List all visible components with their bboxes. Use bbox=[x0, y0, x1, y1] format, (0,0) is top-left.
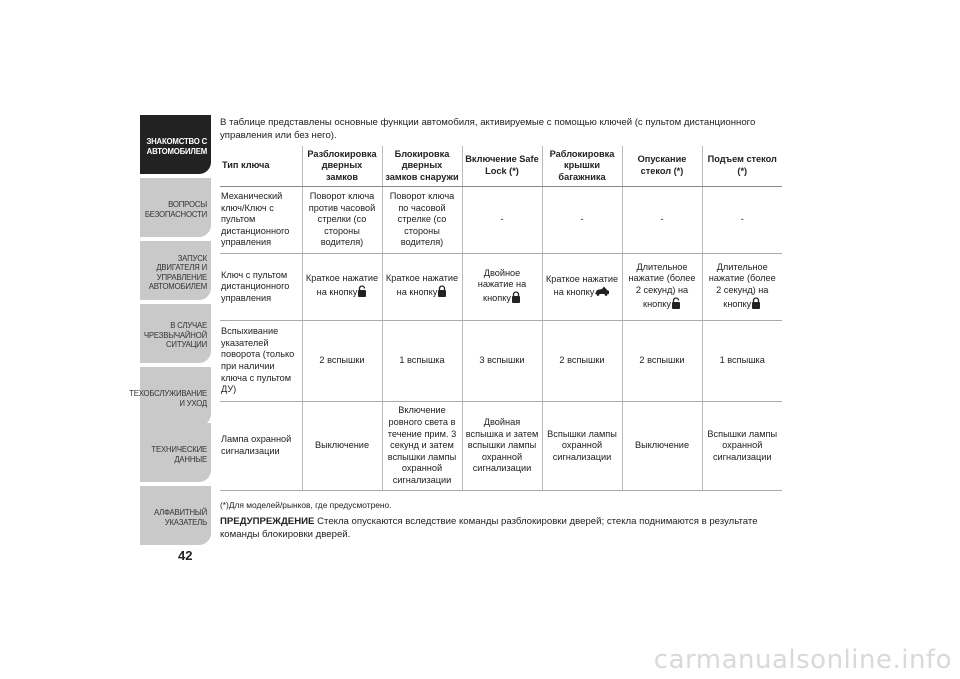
table-cell bbox=[462, 187, 542, 254]
column-header: Разблокировка дверных замков bbox=[302, 146, 382, 187]
cell-text: - bbox=[500, 214, 504, 225]
column-header: Включение Safe Lock (*) bbox=[462, 146, 542, 187]
tab-label: В СЛУЧАЕ ЧРЕЗВЫЧАЙНОЙ СИТУАЦИИ bbox=[143, 321, 207, 350]
tab-label: ТЕХОБСЛУЖИВАНИЕ И УХОД bbox=[129, 389, 207, 408]
warning-note bbox=[220, 516, 782, 541]
table-cell bbox=[542, 254, 622, 321]
unlock-icon bbox=[671, 297, 681, 313]
cell-text: 1 вспышка bbox=[399, 355, 445, 366]
table-cell bbox=[382, 187, 462, 254]
table-row bbox=[220, 402, 782, 491]
footnote: (*)Для моделей/рынков, где предусмотрено. bbox=[220, 500, 392, 510]
cell-text: Краткое нажатие на кнопку bbox=[545, 274, 619, 298]
tab-label: ТЕХНИЧЕСКИЕ ДАННЫЕ bbox=[151, 445, 207, 464]
cell-text: 2 вспышки bbox=[319, 355, 365, 366]
table-cell bbox=[622, 402, 702, 491]
cell-text: Длительное нажатие (более 2 секунд) на кнопку bbox=[708, 261, 776, 309]
unlock-icon bbox=[357, 285, 367, 301]
table-cell bbox=[702, 254, 782, 321]
tab-introduction[interactable] bbox=[140, 115, 211, 174]
table-cell bbox=[462, 254, 542, 321]
table-cell bbox=[542, 321, 622, 402]
table-cell bbox=[302, 402, 382, 491]
table-cell bbox=[462, 402, 542, 491]
key-functions-table bbox=[220, 146, 782, 491]
table-cell bbox=[382, 402, 462, 491]
cell-text: Двойная вспышка и затем вспышки лампы охранной сигнализации bbox=[465, 417, 539, 474]
cell-text: Выключение bbox=[314, 440, 370, 451]
table-row bbox=[220, 254, 782, 321]
table-cell bbox=[622, 321, 702, 402]
table-cell bbox=[462, 321, 542, 402]
car-trunk-icon bbox=[594, 286, 610, 300]
tab-label: АЛФАВИТНЫЙ УКАЗАТЕЛЬ bbox=[153, 508, 207, 527]
cell-text: - bbox=[740, 214, 744, 225]
row-key-type: Механический ключ/Ключ с пультом дистанционного управления bbox=[220, 187, 302, 254]
table-cell bbox=[382, 254, 462, 321]
row-key-type: Вспыхивание указателей поворота (только при наличии ключа с пультом ДУ) bbox=[220, 321, 302, 402]
table-cell bbox=[702, 187, 782, 254]
cell-text: - bbox=[660, 214, 664, 225]
cell-text: Краткое нажатие на кнопку bbox=[305, 273, 379, 298]
row-key-type: Лампа охранной сигнализации bbox=[220, 402, 302, 491]
tab-maintenance[interactable] bbox=[129, 367, 211, 426]
cell-text: Вспышки лампы охранной сигнализации bbox=[547, 428, 617, 462]
table-cell bbox=[382, 321, 462, 402]
cell-text: 3 вспышки bbox=[479, 355, 525, 366]
table-header-row bbox=[220, 146, 782, 187]
table-row bbox=[220, 321, 782, 402]
lock-icon bbox=[437, 285, 447, 301]
lock-icon bbox=[751, 297, 761, 313]
warning-label: ПРЕДУПРЕЖДЕНИЕ bbox=[220, 516, 315, 527]
cell-text: Выключение bbox=[634, 440, 690, 451]
column-header: Раблокировка крышки багажника bbox=[542, 146, 622, 187]
column-header: Подъем стекол (*) bbox=[702, 146, 782, 187]
tab-label: ЗАПУСК ДВИГАТЕЛЯ И УПРАВЛЕНИЕ АВТОМОБИЛЕМ bbox=[148, 253, 207, 291]
table-cell bbox=[542, 187, 622, 254]
cell-text: Поворот ключа по часовой стрелке (со стороны водителя) bbox=[389, 191, 455, 248]
table-cell bbox=[702, 321, 782, 402]
cell-text: Поворот ключа против часовой стрелки (со стороны водителя) bbox=[308, 191, 376, 248]
cell-text: 1 вспышка bbox=[719, 355, 765, 366]
cell-text: Вспышки лампы охранной сигнализации bbox=[707, 428, 778, 462]
watermark: carmanualsonline.info bbox=[653, 645, 952, 675]
column-header: Опускание стекол (*) bbox=[622, 146, 702, 187]
tab-starting-driving[interactable] bbox=[140, 241, 211, 300]
tab-technical-data[interactable] bbox=[140, 423, 211, 482]
cell-text: 2 вспышки bbox=[559, 355, 605, 366]
intro-paragraph: В таблице представлены основные функции автомобиля, активируемые с помощью ключей (с пультом дистанционного управления или без него). bbox=[220, 117, 756, 141]
cell-text: Двойное нажатие на кнопку bbox=[477, 267, 527, 304]
cell-text: - bbox=[580, 214, 584, 225]
table-cell bbox=[622, 254, 702, 321]
table-row bbox=[220, 187, 782, 254]
column-header: Тип ключа bbox=[220, 146, 302, 187]
table-cell bbox=[302, 321, 382, 402]
tab-safety[interactable] bbox=[140, 178, 211, 237]
page-number: 42 bbox=[178, 548, 193, 563]
table-cell bbox=[622, 187, 702, 254]
tab-label: ВОПРОСЫ БЕЗОПАСНОСТИ bbox=[144, 200, 207, 219]
tab-emergency[interactable] bbox=[140, 304, 211, 363]
lock-icon bbox=[511, 291, 521, 307]
cell-text: 2 вспышки bbox=[639, 355, 685, 366]
cell-text: Краткое нажатие на кнопку bbox=[385, 273, 459, 298]
warning-text: Стекла опускаются вследствие команды разблокировки дверей; стекла поднимаются в результате команды блокировки дверей. bbox=[220, 516, 758, 540]
table-cell bbox=[702, 402, 782, 491]
cell-text: Длительное нажатие (более 2 секунд) на кнопку bbox=[628, 261, 696, 309]
tab-label: ЗНАКОМСТВО С АВТОМОБИЛЕМ bbox=[146, 137, 207, 156]
cell-text: Включение ровного света в течение прим. 3 секунд и затем вспышки лампы охранной сигнализации bbox=[387, 405, 457, 485]
row-key-type: Ключ с пультом дистанционного управления bbox=[220, 254, 302, 321]
tab-index[interactable] bbox=[140, 486, 211, 545]
table-cell bbox=[302, 254, 382, 321]
column-header: Блокировка дверных замков снаружи bbox=[382, 146, 462, 187]
table-cell bbox=[302, 187, 382, 254]
table-cell bbox=[542, 402, 622, 491]
